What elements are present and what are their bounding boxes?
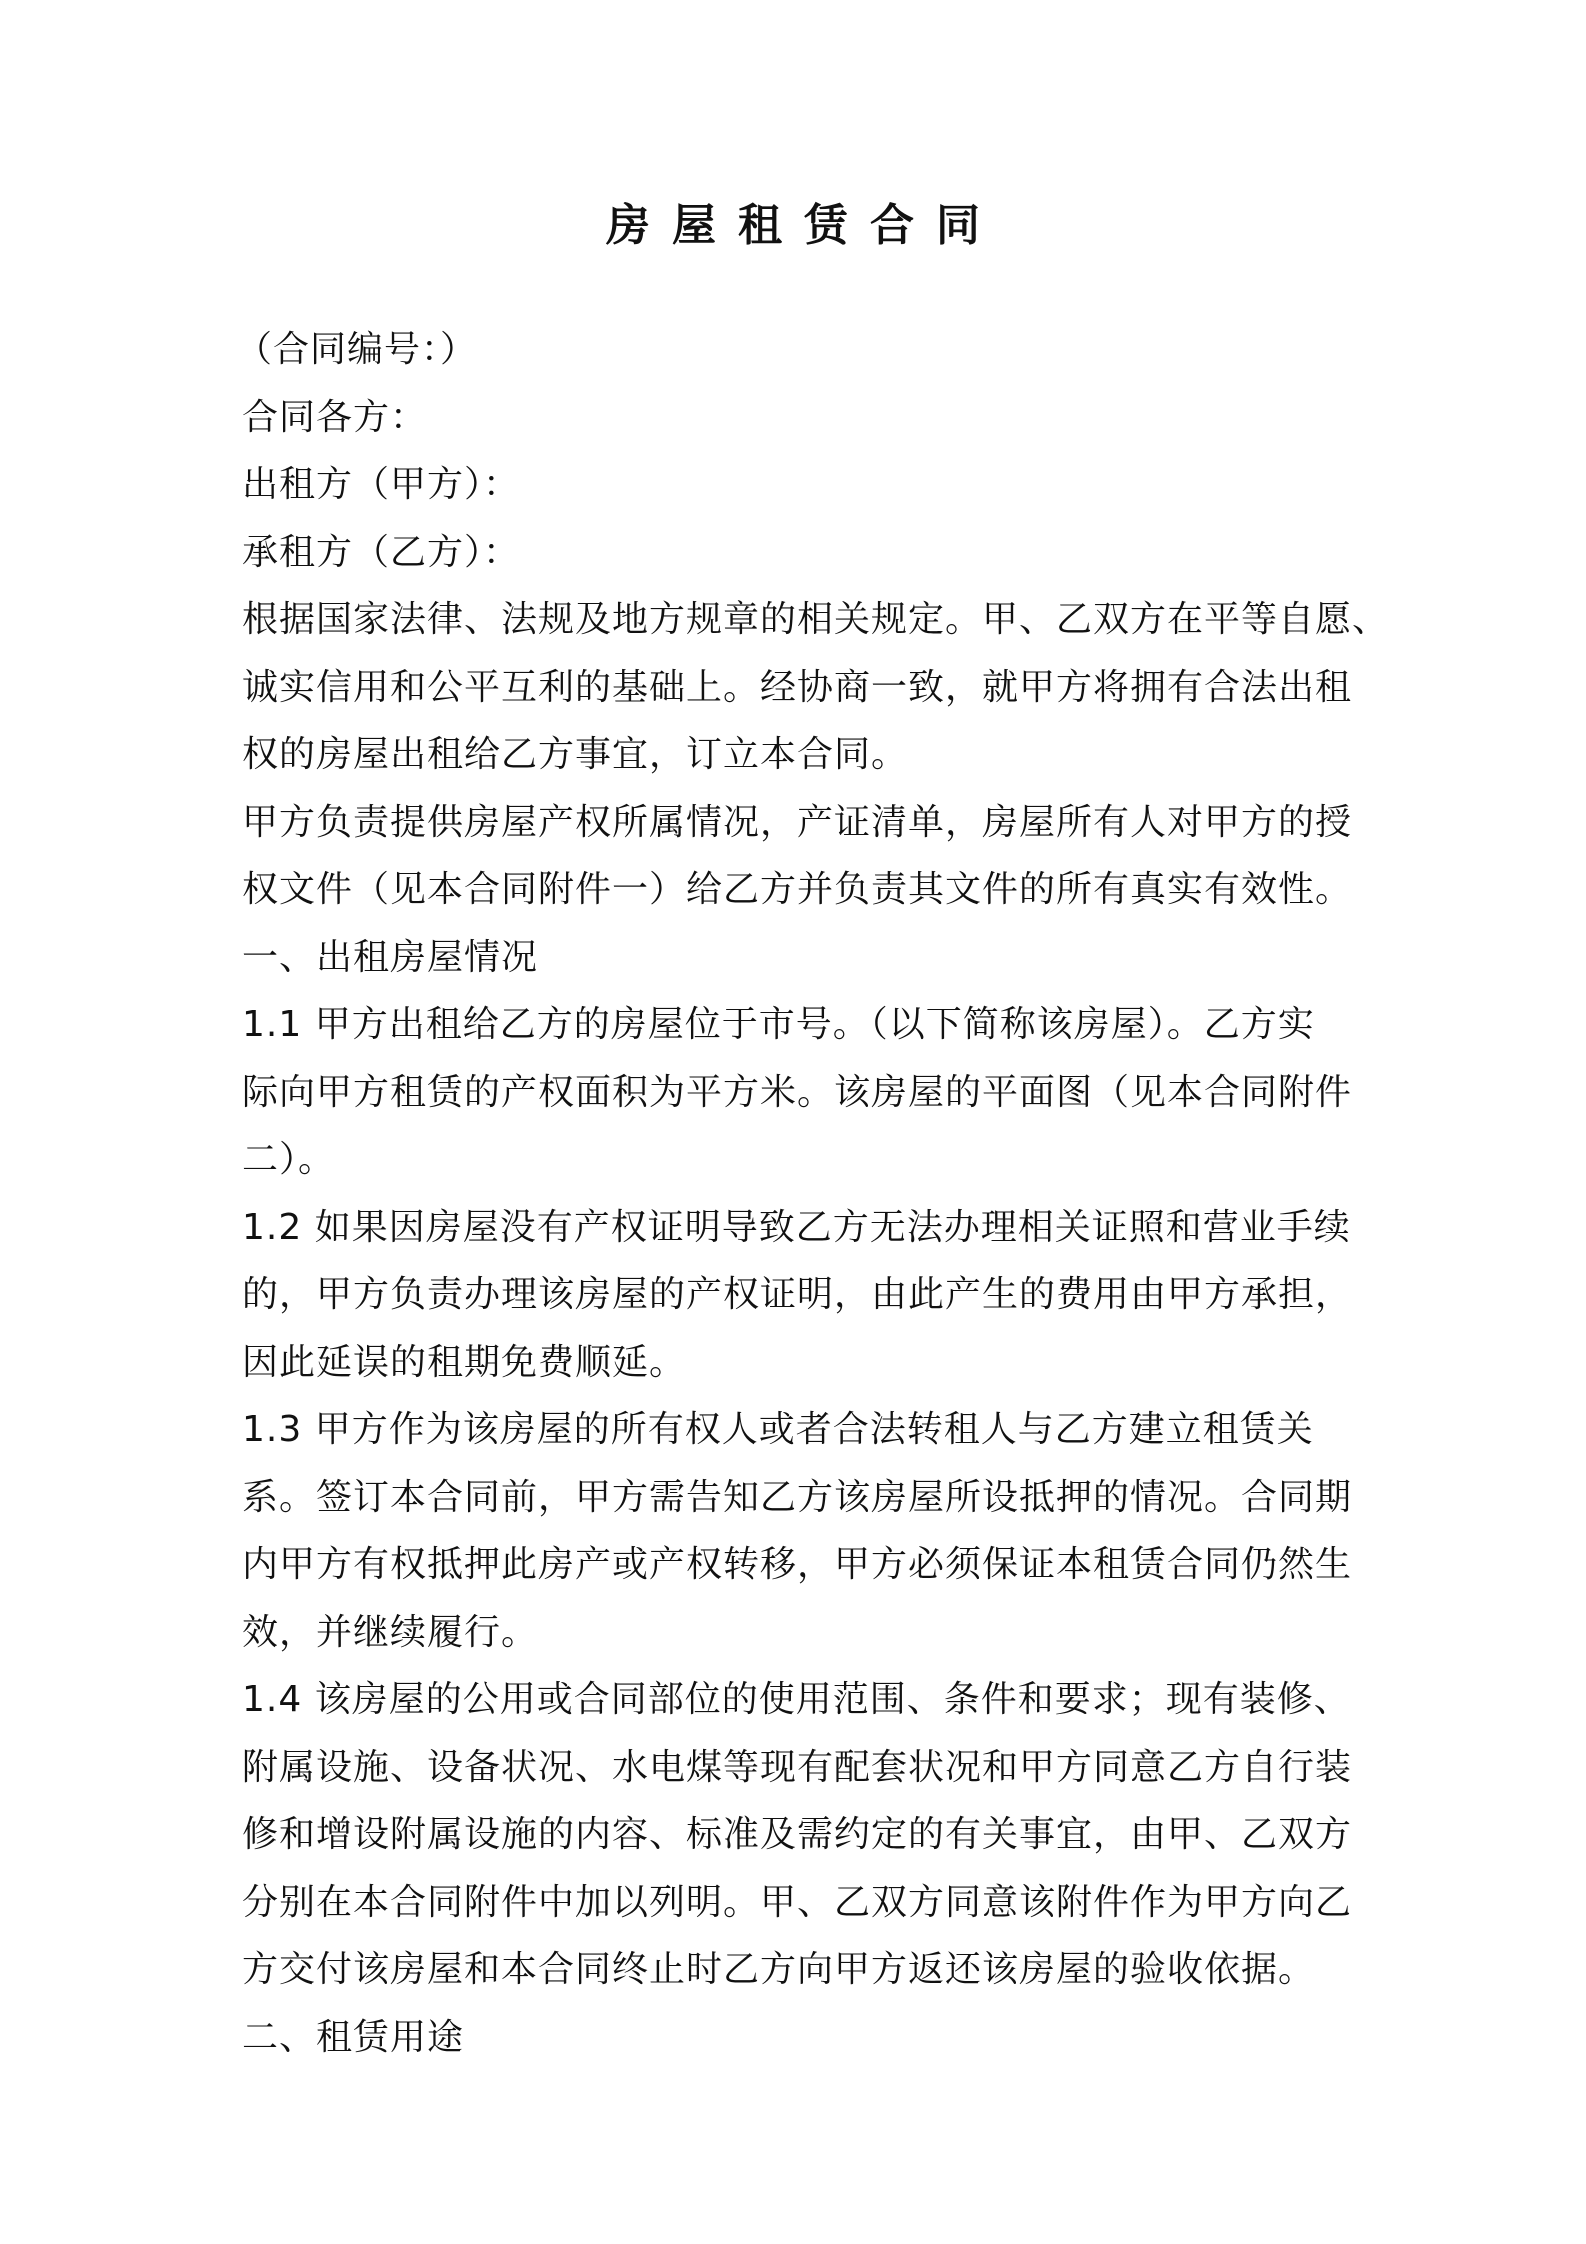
lessor-line: 出租方（甲方）： [242,464,521,505]
clause-line: 修和增设附属设施的内容、标准及需约定的有关事宜，由甲、乙双方 [242,1814,1353,1855]
document-title: 房屋租赁合同 [606,200,1002,251]
section-heading: 二、租赁用途 [242,2016,465,2058]
clause-line: 际向甲方租赁的产权面积为平方米。该房屋的平面图（见本合同附件 [242,1071,1353,1113]
section-heading: 一、出租房屋情况 [242,936,539,978]
clause-line: 效，并继续履行。 [242,1611,539,1653]
document-body [236,316,1390,2071]
clause-line: 方交付该房屋和本合同终止时乙方向甲方返还该房屋的验收依据。 [242,1949,1316,1990]
clause-line: 1.3 甲方作为该房屋的所有权人或者合法转租人与乙方建立租赁关 [242,1409,1314,1450]
paragraph-line: 权文件（见本合同附件一）给乙方并负责其文件的所有真实有效性。 [242,869,1353,910]
parties-heading: 合同各方： [242,396,428,438]
paragraph-line: 甲方负责提供房屋产权所属情况，产证清单，房屋所有人对甲方的授 [242,801,1353,843]
clause-line: 附属设施、设备状况、水电煤等现有配套状况和甲方同意乙方自行装 [242,1746,1353,1788]
paragraph-line: 诚实信用和公平互利的基础上。经协商一致，就甲方将拥有合法出租 [242,666,1353,708]
clause-line: 因此延误的租期免费顺延。 [242,1341,687,1383]
clause-line: 1.4 该房屋的公用或合同部位的使用范围、条件和要求；现有装修、 [242,1679,1351,1720]
clause-line: 二）。 [242,1139,336,1180]
clause-line: 1.1 甲方出租给乙方的房屋位于市号。（以下简称该房屋）。乙方实 [242,1004,1315,1045]
clause-line: 1.2 如果因房屋没有产权证明导致乙方无法办理相关证照和营业手续 [242,1206,1351,1248]
clause-line: 分别在本合同附件中加以列明。甲、乙双方同意该附件作为甲方向乙 [242,1881,1353,1923]
contract-number-line: （合同编号：） [236,329,478,370]
clause-line: 内甲方有权抵押此房产或产权转移，甲方必须保证本租赁合同仍然生 [242,1544,1353,1585]
clause-line: 的，甲方负责办理该房屋的产权证明，由此产生的费用由甲方承担， [242,1274,1353,1315]
paragraph-line: 根据国家法律、法规及地方规章的相关规定。甲、乙双方在平等自愿、 [242,599,1390,640]
paragraph-line: 权的房屋出租给乙方事宜，订立本合同。 [242,734,909,775]
clause-line: 系。签订本合同前，甲方需告知乙方该房屋所设抵押的情况。合同期 [242,1476,1353,1518]
lessee-line: 承租方（乙方）： [242,531,521,573]
